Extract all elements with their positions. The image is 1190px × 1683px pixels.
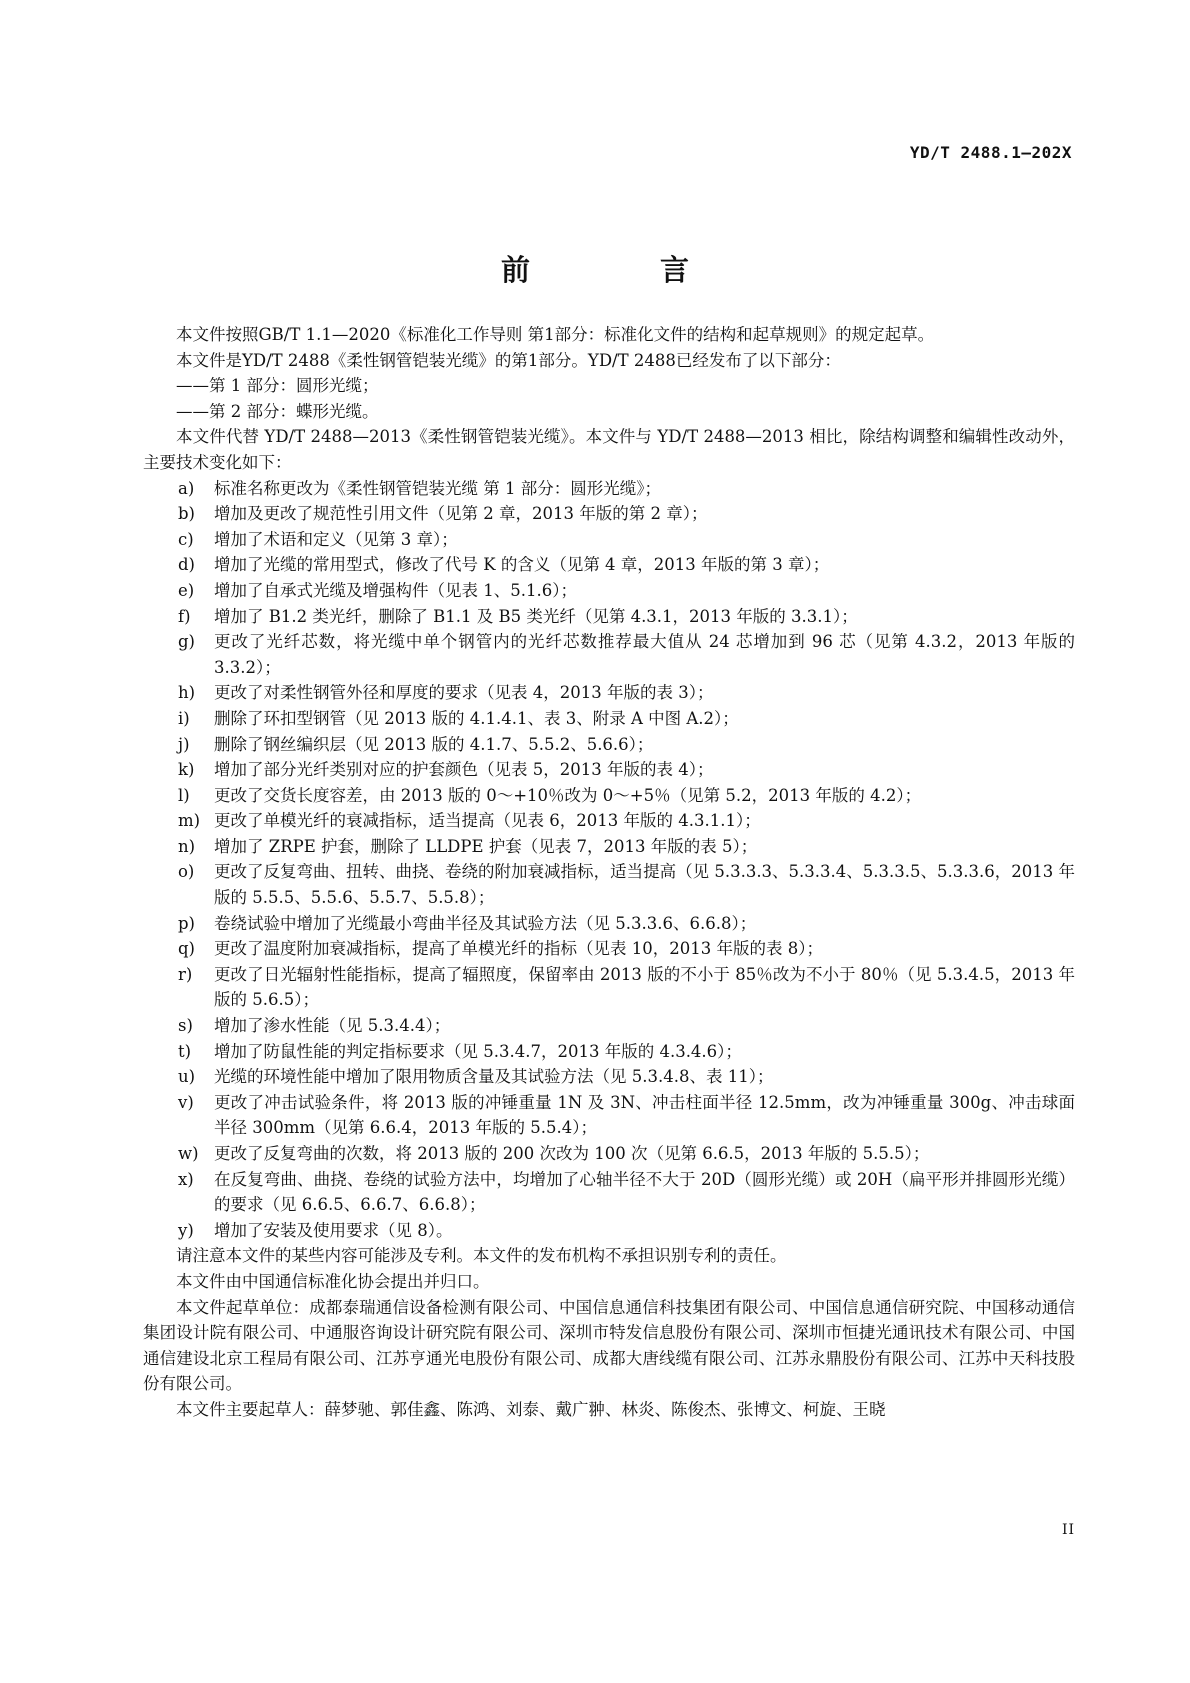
list-item — [143, 1013, 1075, 1039]
foreword-body — [143, 322, 1075, 1423]
list-marker: i) — [178, 708, 190, 728]
list-text: 更改了反复弯曲、扭转、曲挠、卷绕的附加衰减指标，适当提高（见 5.3.3.3、5.3.3.4、5.3.3.5、5.3.3.6，2013 年版的 5.5.5、5.5.6、5.5.7、5.5.8）； — [214, 862, 1075, 908]
list-text: 增加了 B1.2 类光纤，删除了 B1.1 及 B5 类光纤（见第 4.3.1，2013 年版的 3.3.1）； — [214, 606, 858, 626]
list-marker: t) — [178, 1041, 192, 1061]
paragraph: 本文件主要起草人：薛梦驰、郭佳鑫、陈鸿、刘泰、戴广翀、林炎、陈俊杰、张博文、柯旋、王晓 — [176, 1399, 886, 1419]
list-marker: f) — [178, 606, 191, 626]
list-item — [143, 1090, 1075, 1141]
list-text: 更改了交货长度容差，由 2013 版的 0～+10％改为 0～+5％（见第 5.2，2013 年版的 4.2）； — [214, 785, 922, 805]
list-item — [143, 732, 1075, 758]
list-item — [143, 680, 1075, 706]
list-text: 更改了光纤芯数，将光缆中单个钢管内的光纤芯数推荐最大值从 24 芯增加到 96 芯（见第 4.3.2，2013 年版的 3.3.2）； — [214, 632, 1075, 677]
list-marker: j) — [178, 734, 190, 754]
list-marker: q) — [178, 939, 195, 959]
list-marker: e) — [178, 580, 195, 600]
part-list-item: ——第 1 部分：圆形光缆； — [176, 376, 379, 396]
list-text: 光缆的环境性能中增加了限用物质含量及其试验方法（见 5.3.4.8、表 11）； — [214, 1067, 774, 1087]
list-text: 在反复弯曲、曲挠、卷绕的试验方法中，均增加了心轴半径不大于 20D（圆形光缆）或 20H（扁平形并排圆形光缆）的要求（见 6.6.5、6.6.7、6.6.8）； — [214, 1169, 1075, 1215]
list-item — [143, 757, 1075, 783]
list-item — [143, 783, 1075, 809]
list-item — [143, 1141, 1075, 1167]
list-item — [143, 834, 1075, 860]
list-item — [143, 552, 1075, 578]
list-item — [143, 1218, 1075, 1244]
list-text: 删除了环扣型钢管（见 2013 版的 4.1.4.1、表 3、附录 A 中图 A.2）； — [214, 708, 739, 728]
list-marker: a) — [178, 478, 195, 498]
paragraph: 本文件是YD/T 2488《柔性钢管铠装光缆》的第1部分。YD/T 2488已经发布了以下部分： — [176, 350, 841, 370]
list-text: 增加及更改了规范性引用文件（见第 2 章，2013 年版的第 2 章）； — [214, 504, 708, 524]
list-text: 增加了 ZRPE 护套，删除了 LLDPE 护套（见表 7，2013 年版的表 5）； — [214, 836, 758, 856]
list-item — [143, 476, 1075, 502]
list-text: 卷绕试验中增加了光缆最小弯曲半径及其试验方法（见 5.3.3.6、6.6.8）； — [214, 913, 757, 933]
list-item — [143, 706, 1075, 732]
list-text: 增加了部分光纤类别对应的护套颜色（见表 5，2013 年版的表 4）； — [214, 760, 714, 780]
paragraph: 本文件起草单位：成都泰瑞通信设备检测有限公司、中国信息通信科技集团有限公司、中国信息通信研究院、中国移动通信集团设计院有限公司、中通服咨询设计研究院有限公司、深圳市特发信息股份有限公司、深圳市恒捷光通讯技术有限公司、中国通信建设北京工程局有限公司、江苏亨通光电股份有限公司、成都大唐线缆有限公司、江苏永鼎股份有限公司、江苏中天科技股份有限公司。 — [143, 1297, 1075, 1394]
list-text: 更改了单模光纤的衰减指标，适当提高（见表 6，2013 年版的 4.3.1.1）； — [214, 811, 761, 831]
list-marker: l) — [178, 785, 190, 805]
list-marker: p) — [178, 913, 195, 933]
paragraph: 本文件按照GB/T 1.1—2020《标准化工作导则 第1部分：标准化文件的结构和起草规则》的规定起草。 — [176, 325, 935, 344]
list-text: 更改了温度附加衰减指标，提高了单模光纤的指标（见表 10，2013 年版的表 8）； — [214, 939, 823, 959]
list-text: 标准名称更改为《柔性钢管铠装光缆 第 1 部分：圆形光缆》； — [214, 478, 661, 498]
list-item — [143, 859, 1075, 910]
list-marker: o) — [178, 862, 195, 882]
list-item — [143, 1064, 1075, 1090]
list-text: 增加了安装及使用要求（见 8）。 — [214, 1220, 453, 1240]
list-marker: m) — [178, 811, 201, 831]
list-item — [143, 911, 1075, 937]
list-text: 更改了对柔性钢管外径和厚度的要求（见表 4，2013 年版的表 3）； — [214, 683, 714, 703]
paragraph: 请注意本文件的某些内容可能涉及专利。本文件的发布机构不承担识别专利的责任。 — [176, 1246, 787, 1266]
list-item — [143, 936, 1075, 962]
page-title: 前 言 — [500, 253, 750, 287]
list-text: 增加了自承式光缆及增强构件（见表 1、5.1.6）； — [214, 580, 577, 600]
list-marker: y) — [178, 1220, 194, 1240]
changes-list — [143, 476, 1075, 1244]
list-marker: w) — [178, 1144, 199, 1163]
list-marker: n) — [178, 836, 196, 856]
list-text: 增加了防鼠性能的判定指标要求（见 5.3.4.7，2013 年版的 4.3.4.6）； — [214, 1041, 742, 1061]
list-item — [143, 1167, 1075, 1218]
list-marker: k) — [178, 760, 195, 780]
list-text: 更改了反复弯曲的次数，将 2013 版的 200 次改为 100 次（见第 6.6.5，2013 年版的 5.5.5）； — [214, 1144, 930, 1163]
list-marker: b) — [178, 504, 195, 524]
document-code: YD/T 2488.1—202X — [909, 143, 1072, 162]
list-marker: d) — [178, 555, 195, 575]
list-marker: u) — [178, 1067, 196, 1087]
list-item — [143, 578, 1075, 604]
list-item — [143, 1039, 1075, 1065]
list-marker: x) — [178, 1169, 194, 1189]
list-marker: c) — [178, 529, 194, 549]
list-item — [143, 527, 1075, 553]
paragraph: 本文件代替 YD/T 2488—2013《柔性钢管铠装光缆》。本文件与 YD/T 2488—2013 相比，除结构调整和编辑性改动外，主要技术变化如下： — [143, 427, 1075, 472]
list-text: 删除了钢丝编织层（见 2013 版的 4.1.7、5.5.2、5.6.6）； — [214, 734, 654, 754]
part-list-item: ——第 2 部分：蝶形光缆。 — [176, 401, 379, 421]
list-text: 更改了冲击试验条件，将 2013 版的冲锤重量 1N 及 3N、冲击柱面半径 12.5mm，改为冲锤重量 300g、冲击球面半径 300mm（见第 6.6.4，2013 年版的 5.5.4）； — [214, 1092, 1075, 1138]
paragraph: 本文件由中国通信标准化协会提出并归口。 — [176, 1271, 490, 1291]
list-marker: s) — [178, 1016, 193, 1036]
list-marker: v) — [178, 1092, 194, 1112]
list-text: 更改了日光辐射性能指标，提高了辐照度，保留率由 2013 版的不小于 85％改为不小于 80％（见 5.3.4.5，2013 年版的 5.6.5）； — [214, 964, 1075, 1010]
list-item — [143, 962, 1075, 1013]
list-text: 增加了光缆的常用型式，修改了代号 K 的含义（见第 4 章，2013 年版的第 3 章）； — [214, 555, 830, 575]
list-text: 增加了术语和定义（见第 3 章）； — [214, 529, 458, 549]
list-marker: h) — [178, 683, 196, 703]
page-number: II — [1061, 1522, 1075, 1538]
list-item — [143, 629, 1075, 680]
list-marker: g) — [178, 632, 195, 652]
list-item — [143, 808, 1075, 834]
list-item — [143, 604, 1075, 630]
list-item — [143, 501, 1075, 527]
list-text: 增加了渗水性能（见 5.3.4.4）； — [214, 1016, 451, 1036]
list-marker: r) — [178, 964, 193, 984]
